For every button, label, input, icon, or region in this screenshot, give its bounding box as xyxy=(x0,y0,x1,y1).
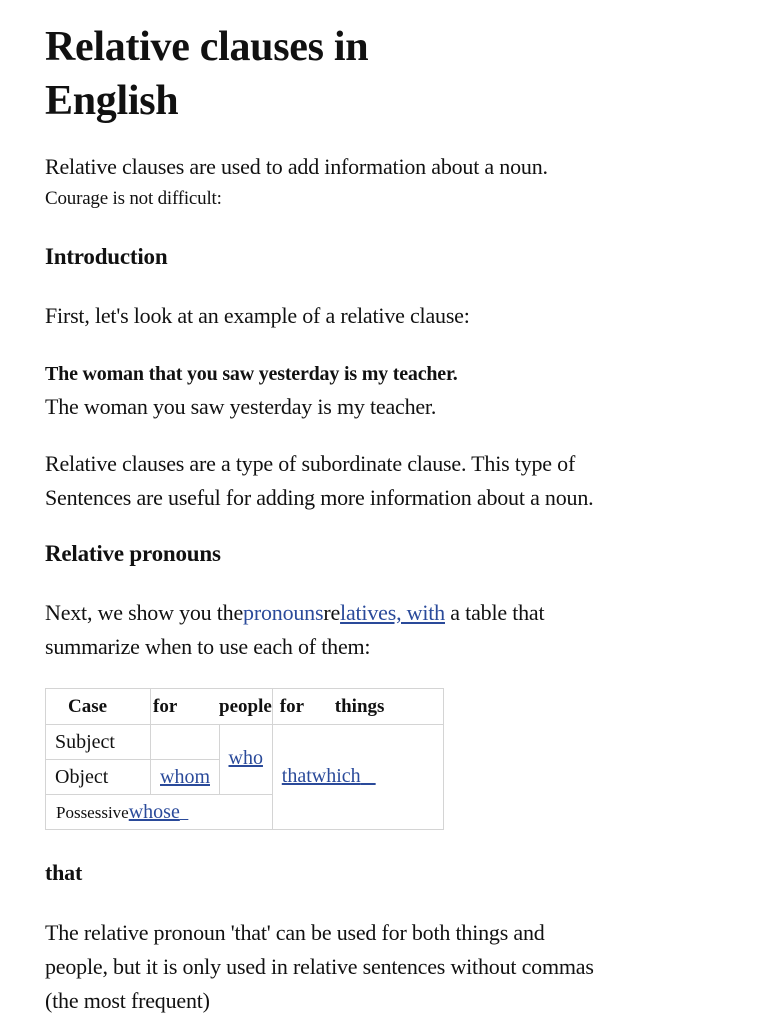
table-cell-subject: Subject xyxy=(46,725,151,760)
table-cell-possessive xyxy=(46,795,273,830)
section-heading-relative-pronouns: Relative pronouns xyxy=(45,541,221,566)
pronouns-paragraph-line-2: summarize when to use each of them: xyxy=(45,634,371,659)
table-cell-empty xyxy=(151,725,220,760)
possessive-label: Possessive xyxy=(56,802,129,822)
table-cell-whom xyxy=(151,760,220,795)
example-sentence: The woman you saw yesterday is my teacher. xyxy=(45,394,437,419)
page-title: Relative clauses in English xyxy=(45,24,369,124)
relatives-link[interactable]: latives, with xyxy=(340,600,445,625)
table-header-things: things xyxy=(325,689,444,725)
example-sentence-bold: The woman that you saw yesterday is my teacher. xyxy=(45,363,458,385)
whom-link[interactable]: whom xyxy=(160,765,210,788)
table-cell-who xyxy=(219,725,272,795)
subordinate-paragraph-line-2: Sentences are useful for adding more information about a noun. xyxy=(45,485,594,510)
that-paragraph-line-1: The relative pronoun 'that' can be used for both things and xyxy=(45,920,545,945)
that-which-link[interactable]: thatwhich xyxy=(281,765,361,787)
table-row xyxy=(46,725,444,760)
that-which-trailing xyxy=(361,765,376,787)
subordinate-paragraph-line-1: Relative clauses are a type of subordinate clause. This type of xyxy=(45,451,576,476)
table-header-row xyxy=(46,689,444,725)
table-header-people: people xyxy=(219,689,272,725)
whose-trailing xyxy=(180,803,189,822)
that-paragraph-line-2: people, but it is only used in relative sentences without commas xyxy=(45,954,594,979)
intro-line-2: Courage is not difficult: xyxy=(45,188,222,209)
table-cell-object: Object xyxy=(46,760,151,795)
table-header-case: Case xyxy=(46,689,151,725)
pronouns-link[interactable]: pronouns xyxy=(243,600,324,625)
table-header-for: for xyxy=(151,689,220,725)
table-header-for-2: for xyxy=(272,689,325,725)
who-link[interactable]: who xyxy=(228,747,263,769)
pronouns-paragraph-line-1 xyxy=(45,596,544,630)
relative-pronouns-table xyxy=(45,688,444,830)
pronouns-text-2: re xyxy=(323,600,341,625)
intro-line: Relative clauses are used to add information about a noun. xyxy=(45,154,548,179)
section-heading-that: that xyxy=(45,860,83,885)
pronouns-text-1: Next, we show you the xyxy=(45,600,244,625)
introduction-paragraph: First, let's look at an example of a relative clause: xyxy=(45,303,470,328)
that-paragraph-line-3: (the most frequent) xyxy=(45,988,210,1013)
pronouns-text-3: a table that xyxy=(445,600,545,625)
table-cell-that-which xyxy=(272,725,443,830)
whose-link[interactable]: whose xyxy=(128,800,180,823)
section-heading-introduction: Introduction xyxy=(45,244,168,269)
